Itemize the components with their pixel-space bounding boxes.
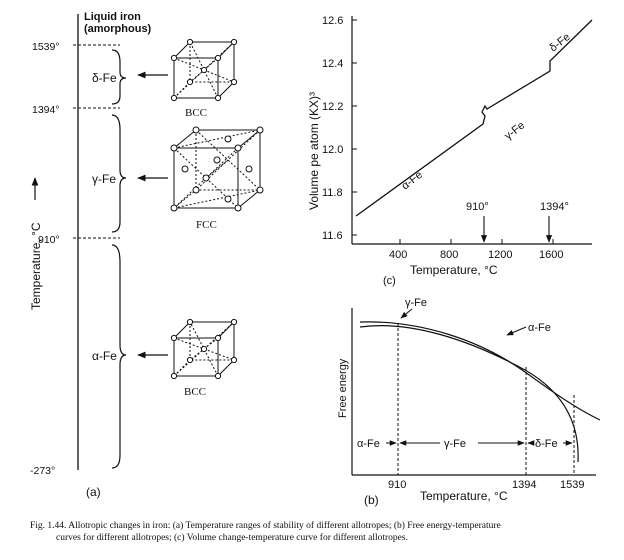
c-alpha-fe-label: α-Fe — [399, 168, 425, 193]
temp-910-label: 910° — [38, 234, 60, 246]
figure-caption — [30, 520, 610, 544]
bcc-top-label: BCC — [185, 107, 208, 119]
caption-line-2: curves for different allotropes; (c) Volume change-temperature curve for different allotropes. — [56, 533, 408, 543]
c-910-label: 910° — [466, 201, 489, 213]
bcc-bottom-label: BCC — [184, 386, 207, 398]
panel-b — [337, 297, 600, 507]
temp-1539-label: 1539° — [32, 41, 60, 53]
panel-a — [29, 11, 263, 499]
fcc-cube-icon — [171, 127, 263, 211]
c-ytick-11-6: 11.6 — [322, 230, 343, 242]
gamma-fe-label: γ-Fe — [92, 172, 116, 186]
panel-c — [307, 15, 592, 287]
c-delta-fe-label: δ-Fe — [547, 30, 573, 55]
c-xtick-800: 800 — [440, 249, 459, 261]
c-ytick-12-4: 12.4 — [322, 58, 344, 70]
b-gamma-fe-label: γ-Fe — [405, 297, 427, 309]
bcc-top-cube-icon — [171, 39, 236, 100]
liquid-iron-label: Liquid iron — [84, 11, 141, 23]
b-alpha-pointer — [507, 327, 526, 335]
b-region-alpha: α-Fe — [357, 438, 380, 450]
b-y-axis-label: Free energy — [337, 358, 349, 418]
amorphous-label: (amorphous) — [84, 23, 152, 35]
temp-minus273-label: -273° — [30, 465, 56, 477]
b-x-axis-label: Temperature, °C — [420, 489, 508, 503]
c-y-ticks — [352, 20, 357, 235]
c-gamma-fe-label: γ-Fe — [502, 119, 528, 143]
b-xtick-1394: 1394 — [512, 479, 537, 491]
alpha-fe-label: α-Fe — [92, 349, 117, 363]
c-ytick-12-2: 12.2 — [322, 101, 344, 113]
b-region-delta: δ-Fe — [535, 438, 558, 450]
c-xtick-1200: 1200 — [488, 249, 513, 261]
b-xtick-1539: 1539 — [560, 479, 585, 491]
temp-1394-label: 1394° — [32, 104, 60, 116]
c-xtick-1600: 1600 — [539, 249, 564, 261]
c-xtick-400: 400 — [389, 249, 408, 261]
temperature-axis-label: Temperature, °C — [29, 222, 43, 310]
b-alpha-fe-label: α-Fe — [528, 322, 551, 334]
delta-fe-label: δ-Fe — [92, 71, 117, 85]
bcc-bottom-cube-icon — [171, 319, 236, 378]
caption-line-1: Fig. 1.44. Allotropic changes in iron: (a) Temperature ranges of stability of different allotropes; (b) Free energy-temperature — [30, 521, 501, 531]
c-x-ticks — [400, 239, 553, 244]
c-y-axis-label: Volume pe atom (KX)³ — [307, 91, 321, 210]
c-1394-label: 1394° — [540, 201, 569, 213]
c-ytick-11-8: 11.8 — [322, 187, 343, 199]
fcc-label: FCC — [196, 219, 217, 231]
c-ytick-12-6: 12.6 — [322, 15, 344, 27]
c-ytick-12-0: 12.0 — [322, 144, 344, 156]
panel-a-label: (a) — [86, 485, 101, 499]
b-gamma-pointer — [401, 309, 412, 318]
panel-b-label: (b) — [364, 493, 379, 507]
b-region-gamma: γ-Fe — [444, 438, 466, 450]
b-xtick-910: 910 — [388, 479, 407, 491]
panel-c-label: (c) — [383, 275, 396, 287]
c-x-axis-label: Temperature, °C — [410, 263, 498, 277]
